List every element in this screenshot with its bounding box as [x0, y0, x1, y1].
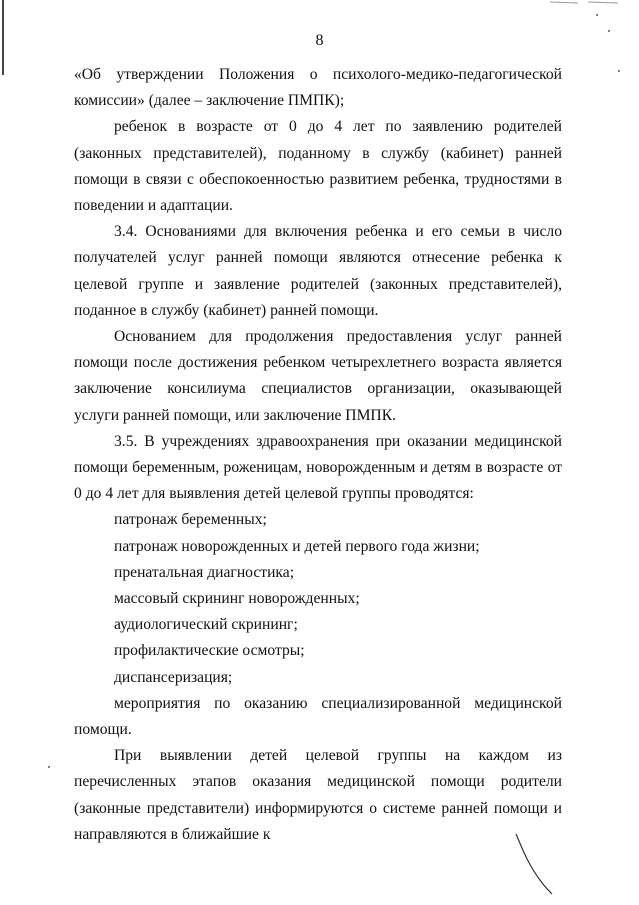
list-item: массовый скрининг новорожденных; — [114, 590, 360, 608]
document-body — [74, 62, 562, 848]
scan-mark-top — [548, 0, 628, 8]
list-item: патронаж беременных; — [114, 511, 267, 529]
list-item: диспансеризация; — [114, 668, 233, 686]
scan-speck — [596, 14, 598, 16]
list-item: профилактические осмотры; — [114, 642, 305, 660]
scan-speck — [48, 766, 50, 768]
list-item: аудиологический скрининг; — [114, 616, 298, 634]
list-item: патронаж новорожденных и детей первого года жизни; — [114, 537, 480, 555]
paragraph-3-4: 3.4. Основаниями для включения ребенка и его семьи в число получателей услуг ранней помощи являются отнесение ребенка к целевой группе и заявление родителей (законных представителей), поданное в службу (кабинет) ранней помощи. — [74, 223, 562, 319]
paragraph-continuation-basis: Основанием для продолжения предоставления услуг ранней помощи после достижения ребенком четырехлетнего возраста является заключение консилиума специалистов организации, оказывающей услуги ранней помощи, или заключение ПМПК. — [74, 328, 562, 424]
scan-speck — [618, 70, 620, 72]
paragraph-parent-request: ребенок в возрасте от 0 до 4 лет по заявлению родителей (законных представителей), поданному в службу (кабинет) ранней помощи в связи с обеспокоенностью развитием ребенка, трудностями в поведении и адаптации. — [74, 118, 562, 215]
list-item: пренатальная диагностика; — [114, 563, 295, 581]
list-item: мероприятия по оказанию специализированной медицинской помощи. — [74, 694, 562, 739]
scan-scratch — [506, 830, 566, 900]
paragraph-3-5: 3.5. В учреждениях здравоохранения при оказании медицинской помощи беременным, роженицам, новорожденным и детям в возрасте от 0 до 4 лет для выявления детей целевой группы проводятся: — [74, 432, 562, 503]
page-number: 8 — [315, 32, 324, 49]
paragraph-pmpk-reference: «Об утверждении Положения о психолого-медико-педагогической комиссии» (далее – заключение ПМПК); — [74, 66, 562, 110]
scan-speck — [608, 30, 610, 32]
paragraph-final: При выявлении детей целевой группы на каждом из перечисленных этапов оказания медицинской помощи родители (законные представители) информируются о системе ранней помощи и направляются в ближайшие к — [74, 747, 562, 843]
